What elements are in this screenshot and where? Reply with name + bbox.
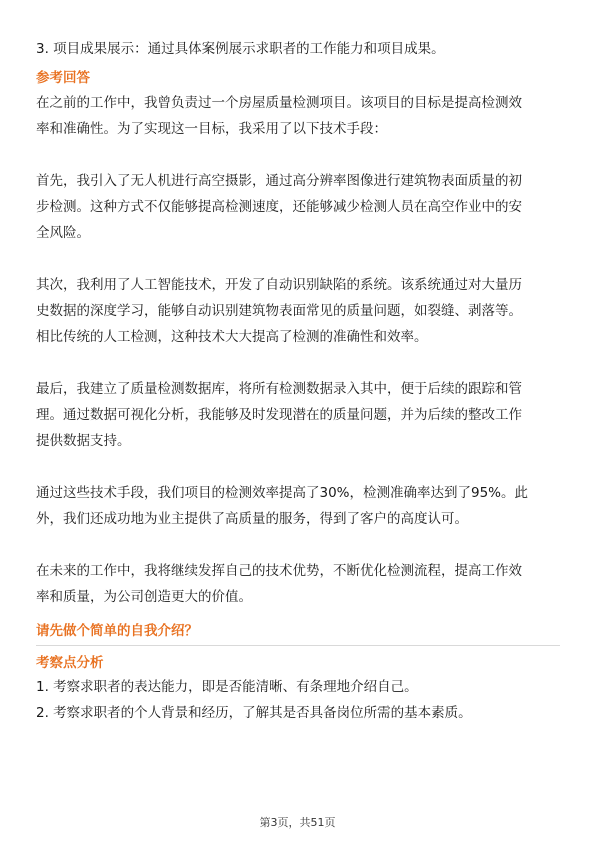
text-line: 率和质量，为公司创造更大的价值。 [36,589,252,605]
text-line: 最后，我建立了质量检测数据库，将所有检测数据录入其中，便于后续的跟踪和管 [36,381,522,397]
answer-paragraph-4 [36,376,560,454]
text-line: 相比传统的人工检测，这种技术大大提高了检测的准确性和效率。 [36,329,428,345]
text-line: 提供数据支持。 [36,433,131,449]
answer-paragraph-2 [36,168,560,246]
analysis-heading: 考察点分析 [36,655,104,671]
text-line: 全风险。 [36,225,90,241]
text-line: 在之前的工作中，我曾负责过一个房屋质量检测项目。该项目的目标是提高检测效 [36,95,522,111]
text-line: 首先，我引入了无人机进行高空摄影，通过高分辨率图像进行建筑物表面质量的初 [36,173,522,189]
top-list-item: 3. 项目成果展示：通过具体案例展示求职者的工作能力和项目成果。 [36,41,445,57]
reference-answer-heading: 参考回答 [36,70,90,86]
text-line: 其次，我利用了人工智能技术，开发了自动识别缺陷的系统。该系统通过对大量历 [36,277,522,293]
analysis-item-2: 2. 考察求职者的个人背景和经历，了解其是否具备岗位所需的基本素质。 [36,705,472,721]
question-title: 请先做个简单的自我介绍？ [36,620,560,646]
analysis-item-1: 1. 考察求职者的表达能力，即是否能清晰、有条理地介绍自己。 [36,679,418,695]
text-line: 步检测。这种方式不仅能够提高检测速度，还能够减少检测人员在高空作业中的安 [36,199,522,215]
text-line: 率和准确性。为了实现这一目标，我采用了以下技术手段： [36,121,387,137]
text-line: 通过这些技术手段，我们项目的检测效率提高了30%，检测准确率达到了95%。此 [36,485,529,501]
answer-paragraph-6 [36,558,560,610]
text-line: 外，我们还成功地为业主提供了高质量的服务，得到了客户的高度认可。 [36,511,468,527]
answer-paragraph-5 [36,480,560,532]
text-line: 在未来的工作中，我将继续发挥自己的技术优势，不断优化检测流程，提高工作效 [36,563,522,579]
answer-paragraph-3 [36,272,560,350]
answer-paragraph-1 [36,90,560,142]
text-line: 理。通过数据可视化分析，我能够及时发现潜在的质量问题，并为后续的整改工作 [36,407,522,423]
page-number-footer: 第3页，共51页 [259,816,336,829]
page-content [36,36,560,726]
text-line: 史数据的深度学习，能够自动识别建筑物表面常见的质量问题，如裂缝、剥落等。 [36,303,522,319]
